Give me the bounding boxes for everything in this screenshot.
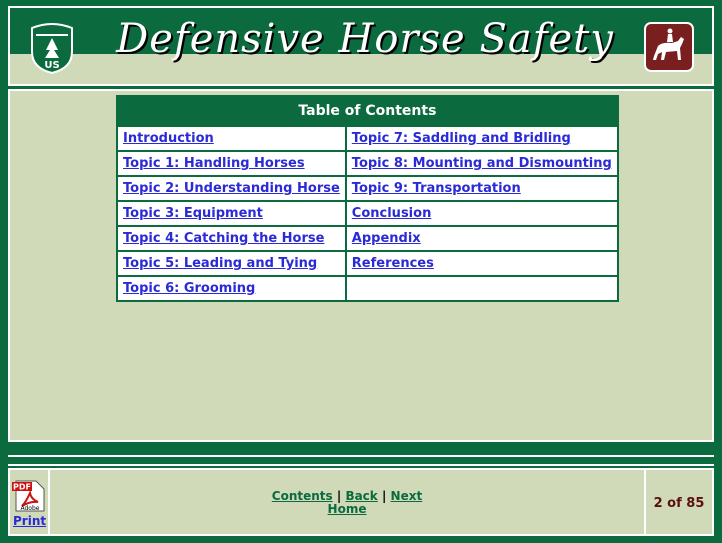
table-row — [117, 276, 618, 301]
toc-link-topic-1[interactable]: Topic 1: Handling Horses — [123, 156, 305, 171]
back-link[interactable]: Back — [345, 489, 378, 503]
divider — [8, 464, 714, 466]
page-count-cell — [644, 468, 714, 536]
toc-heading: Table of Contents — [117, 96, 618, 126]
shield-logo-text: US — [44, 60, 60, 71]
print-cell — [8, 468, 50, 536]
toc-link-introduction[interactable]: Introduction — [123, 131, 214, 146]
horse-rider-sign-icon — [644, 22, 694, 72]
header-panel — [8, 6, 714, 86]
toc-link-appendix[interactable]: Appendix — [351, 231, 421, 246]
forest-service-shield-icon — [28, 22, 76, 74]
toc-link-topic-5[interactable]: Topic 5: Leading and Tying — [123, 256, 318, 271]
table-row — [117, 151, 618, 176]
toc-link-topic-7[interactable]: Topic 7: Saddling and Bridling — [351, 131, 571, 146]
table-of-contents — [116, 95, 619, 302]
toc-link-topic-9[interactable]: Topic 9: Transportation — [351, 181, 521, 196]
table-row — [117, 251, 618, 276]
table-row — [117, 226, 618, 251]
next-link[interactable]: Next — [390, 489, 423, 503]
table-row — [117, 126, 618, 151]
table-row — [117, 176, 618, 201]
svg-text:PDF: PDF — [13, 482, 31, 492]
nav-separator: | — [381, 489, 387, 503]
toc-link-topic-3[interactable]: Topic 3: Equipment — [123, 206, 263, 221]
page-title: Defensive Horse Safety — [116, 16, 614, 62]
toc-link-topic-6[interactable]: Topic 6: Grooming — [123, 281, 256, 296]
navigation-cell — [48, 468, 646, 536]
contents-link[interactable]: Contents — [271, 489, 333, 503]
svg-text:Adobe: Adobe — [20, 505, 40, 512]
table-row — [117, 201, 618, 226]
page-count: 2 of 85 — [653, 496, 705, 511]
toc-link-conclusion[interactable]: Conclusion — [351, 206, 432, 221]
home-link[interactable]: Home — [327, 502, 367, 516]
toc-link-topic-2[interactable]: Topic 2: Understanding Horse — [123, 181, 340, 196]
nav-separator: | — [336, 489, 342, 503]
empty-cell — [346, 276, 618, 301]
pdf-icon[interactable] — [12, 480, 46, 512]
toc-link-topic-8[interactable]: Topic 8: Mounting and Dismounting — [351, 156, 612, 171]
toc-link-references[interactable]: References — [351, 256, 434, 271]
footer-navigation — [50, 490, 644, 516]
toc-link-topic-4[interactable]: Topic 4: Catching the Horse — [123, 231, 325, 246]
content-panel — [8, 89, 714, 442]
divider — [8, 455, 714, 457]
print-link[interactable]: Print — [13, 514, 47, 528]
